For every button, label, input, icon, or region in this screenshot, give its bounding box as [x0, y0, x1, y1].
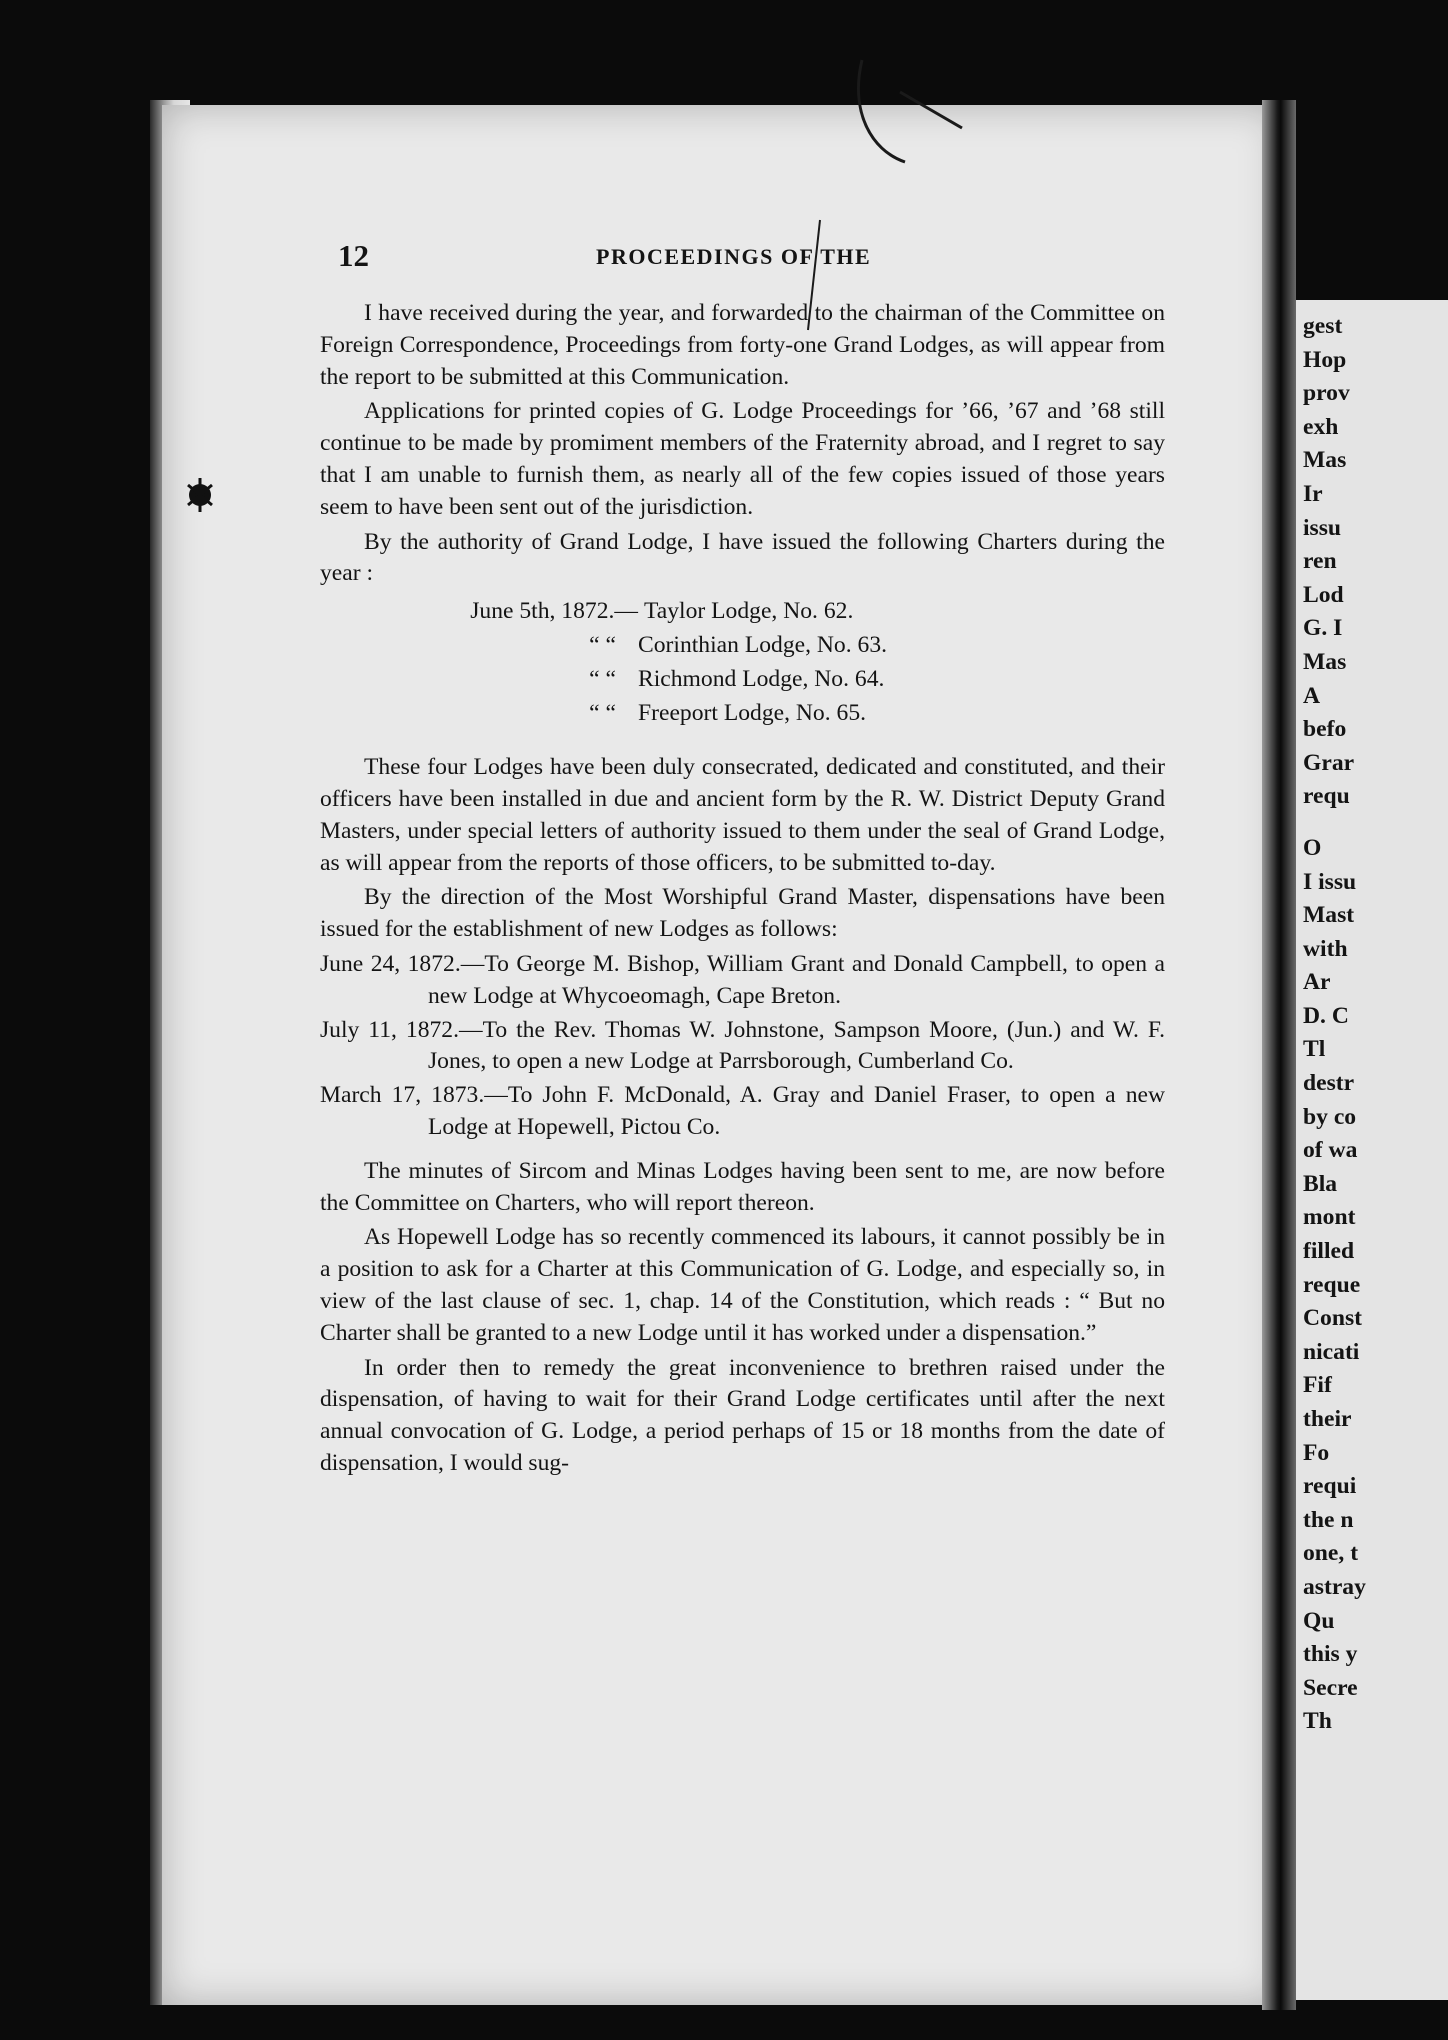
facing-page-line: the n: [1303, 1506, 1354, 1533]
facing-page-line: I issu: [1303, 868, 1357, 895]
facing-page-line: O: [1303, 834, 1322, 861]
dispensation-text: To John F. McDonald, A. Gray and Daniel Fraser, to open a new Lodge at Hopewell, Pictou Co.: [428, 1082, 1166, 1140]
facing-page-line: mont: [1303, 1204, 1356, 1231]
body-text: [320, 298, 1165, 1483]
facing-page-line: with: [1303, 935, 1348, 962]
paragraph: These four Lodges have been duly consecrated, dedicated and constituted, and their officers have been installed in due and ancient form by the R. W. District Deputy Grand Masters, under special letters of authority issued to them under the seal of Grand Lodge, as will appear from the reports of those officers, to be submitted to-day.: [320, 754, 1165, 876]
paragraph: By the direction of the Most Worshipful Grand Master, dispensations have been issued for the establishment of new Lodges as follows:: [320, 884, 1165, 943]
facing-page-line: requ: [1303, 783, 1350, 810]
charter-row: [320, 628, 1165, 662]
facing-page-line: destr: [1303, 1070, 1355, 1097]
charter-name: Corinthian Lodge, No. 63.: [638, 632, 888, 659]
charter-row: [320, 662, 1165, 696]
dispensation-text: To the Rev. Thomas W. Johnstone, Sampson Moore, (Jun.) and W. F. Jones, to open a new Lodge at Parrsborough, Cumberland Co.: [428, 1016, 1165, 1075]
facing-page-line: gest: [1303, 313, 1343, 339]
facing-page-text: [1303, 310, 1448, 1739]
facing-page-line: A: [1303, 682, 1321, 709]
facing-page-line: Lod: [1303, 581, 1344, 608]
dispensation-text: To George M. Bishop, William Grant and Donald Campbell, to open a new Lodge at Whycoeomagh, Cape Breton.: [428, 950, 1165, 1009]
facing-page-line: requi: [1303, 1473, 1357, 1500]
facing-page-line: Th: [1303, 1708, 1332, 1735]
page-header: [338, 238, 1178, 278]
facing-page-line: issu: [1303, 514, 1342, 541]
dispensation-date: March 17, 1873.—: [320, 1082, 508, 1109]
charter-name: Freeport Lodge, No. 65.: [638, 700, 867, 727]
facing-page-line: Tl: [1303, 1036, 1326, 1063]
facing-page-line: Bla: [1303, 1170, 1338, 1197]
facing-page-line: Fif: [1303, 1372, 1332, 1399]
facing-page-line: Ir: [1303, 480, 1323, 507]
running-head: PROCEEDINGS OF THE: [596, 244, 872, 269]
ditto-mark: “ “: [589, 666, 616, 693]
charter-date-ditto: [320, 662, 638, 696]
ditto-mark: “ “: [589, 632, 616, 659]
facing-page-line: Hop: [1303, 346, 1347, 373]
charter-date-ditto: [320, 696, 638, 730]
facing-page-line: Ar: [1303, 969, 1331, 996]
facing-page-line: Mas: [1303, 447, 1347, 474]
facing-page-line: filled: [1303, 1238, 1355, 1265]
facing-page-line: nicati: [1303, 1338, 1360, 1365]
facing-page-line: astray: [1303, 1573, 1366, 1600]
paragraph: By the authority of Grand Lodge, I have issued the following Charters during the year :: [320, 528, 1165, 587]
facing-page-line: Secre: [1303, 1674, 1358, 1701]
charter-name: Richmond Lodge, No. 64.: [638, 666, 885, 693]
facing-page-line: Qu: [1303, 1607, 1335, 1634]
facing-page-line: ren: [1303, 548, 1337, 575]
page-number: 12: [338, 238, 369, 273]
facing-page-line: by co: [1303, 1103, 1357, 1130]
facing-page-line: Fo: [1303, 1439, 1330, 1466]
paragraph: Applications for printed copies of G. Lodge Proceedings for ’66, ’67 and ’68 still continue to be made by promiment members of the Fraternity abroad, and I regret to say that I am unable to furnish them, as nearly all of the few copies issued of those years seem to have been sent out of the jurisdiction.: [320, 398, 1165, 520]
paragraph: In order then to remedy the great inconvenience to brethren raised under the dispensation, of having to wait for their Grand Lodge certificates until after the next annual convocation of G. Lodge, a period perhaps of 15 or 18 months from the date of dispensation, I would sug-: [320, 1354, 1165, 1476]
dispensation-entry: [320, 1015, 1165, 1079]
facing-page-line: their: [1303, 1406, 1352, 1432]
facing-page-line: reque: [1303, 1271, 1361, 1298]
facing-page-line: Mast: [1303, 902, 1355, 929]
paragraph: The minutes of Sircom and Minas Lodges having been sent to me, are now before the Committee on Charters, who will report thereon.: [320, 1157, 1165, 1216]
facing-page-line: [1303, 814, 1448, 832]
facing-page-line: prov: [1303, 380, 1350, 407]
charters-list: [320, 594, 1165, 730]
facing-page-line: one, t: [1303, 1540, 1359, 1567]
ditto-mark: “ “: [589, 700, 616, 727]
dispensation-entry: [320, 949, 1165, 1013]
dispensation-entry: [320, 1080, 1165, 1144]
charter-date-ditto: [320, 628, 638, 662]
pen-mark-curve: [859, 60, 905, 162]
facing-page-line: of wa: [1303, 1137, 1358, 1164]
facing-page-line: Grar: [1303, 749, 1355, 776]
paragraph: I have received during the year, and forwarded to the chairman of the Committee on Foreign Correspondence, Proceedings from forty-one Grand Lodges, as will appear from the report to be submitted at this Communication.: [320, 300, 1165, 390]
dispensation-date: June 24, 1872.—: [320, 950, 485, 977]
dispensation-date: July 11, 1872.—: [320, 1016, 483, 1043]
charter-date: June 5th, 1872.—: [470, 598, 638, 625]
pen-mark-line: [900, 92, 962, 128]
facing-page-line: G. I: [1303, 615, 1343, 642]
charter-name: Taylor Lodge, No. 62.: [644, 598, 854, 625]
facing-page-line: Mas: [1303, 648, 1347, 675]
charter-row: [320, 594, 1165, 628]
facing-page-line: this y: [1303, 1641, 1358, 1668]
facing-page-line: befo: [1303, 716, 1347, 743]
facing-page-line: exh: [1303, 413, 1339, 440]
facing-page-line: D. C: [1303, 1002, 1349, 1029]
paragraph: As Hopewell Lodge has so recently commenced its labours, it cannot possibly be in a position to ask for a Charter at this Communication of G. Lodge, and especially so, in view of the last clause of sec. 1, chap. 14 of the Constitution, which reads : “ But no Charter shall be granted to a new Lodge until it has worked under a dispensation.”: [320, 1224, 1165, 1346]
charter-row: [320, 696, 1165, 730]
facing-page-line: Const: [1303, 1305, 1362, 1332]
